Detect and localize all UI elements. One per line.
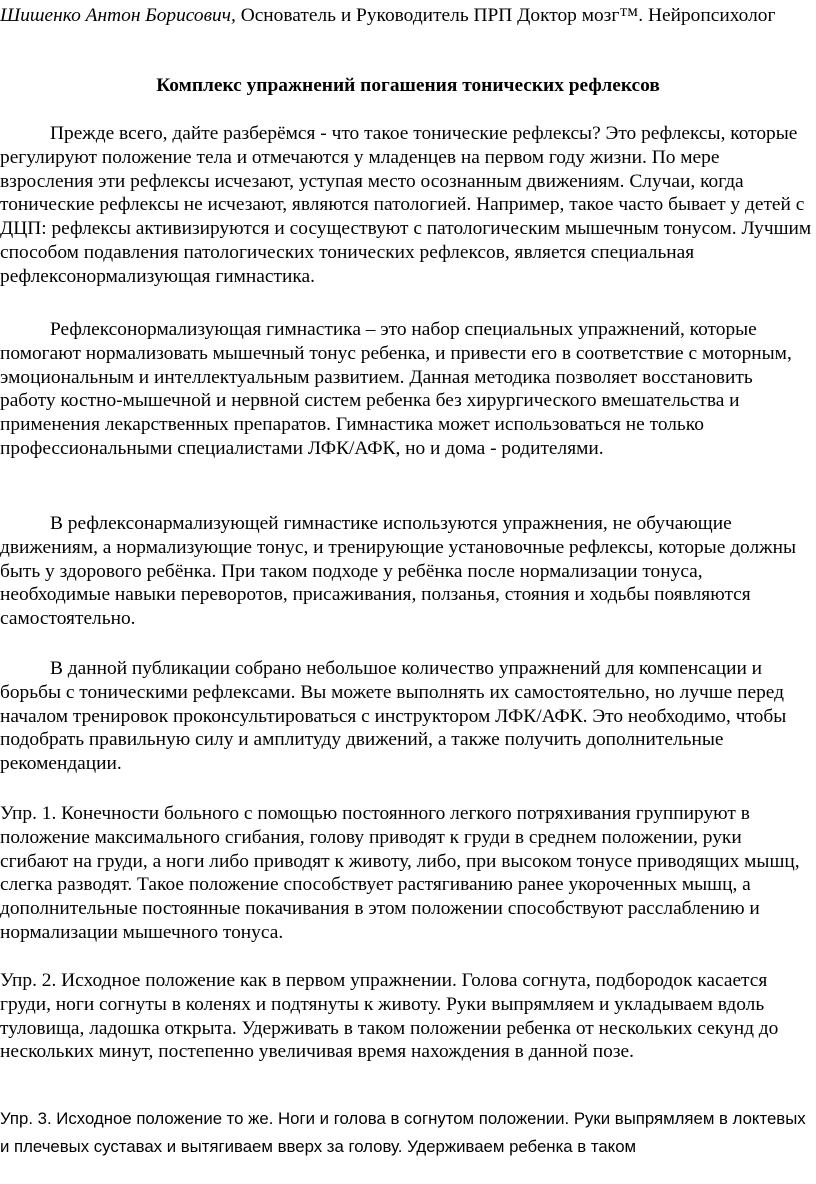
document-header: [0, 4, 812, 28]
paragraph-publication-note: В данной публикации собрано небольшое количество упражнений для компенсации и борьбы с тоническими рефлексами. Вы можете выполнять их самостоятельно, но лучше перед началом тренировок проконсультироваться с инструктором ЛФК/АФК. Это необходимо, чтобы подобрать правильную силу и амплитуду движений, а также получить дополнительные рекомендации.: [0, 658, 787, 775]
exercise-3: Упр. 3. Исходное положение то же. Ноги и голова в согнутом положении. Руки выпрямляем в локтевых и плечевых суставах и вытягиваем вверх за голову. Удерживаем ребенка в таком: [0, 1109, 806, 1156]
document-title: Комплекс упражнений погашения тонических рефлексов: [156, 75, 660, 96]
paragraph-gymnastics-method: В рефлексонармализующей гимнастике используются упражнения, не обучающие движениям, а нормализующие тонус, и тренирующие установочные рефлексы, которые должны быть у здорового ребёнка. При таком подходе у ребёнка после нормализации тонуса, необходимые навыки переворотов, присаживания, ползанья, стояния и ходьбы появляются самостоятельно.: [0, 513, 796, 630]
exercise-1: Упр. 1. Конечности больного с помощью постоянного легкого потряхивания группируют в положение максимального сгибания, голову приводят к груди в среднем положении, руки сгибают на груди, а ноги либо приводят к животу, либо, при высоком тонусе приводящих мышц, слегка разводят. Такое положение способствует растягиванию ранее укороченных мышц, а дополнительные постоянные покачивания в этом положении способствуют расслаблению и нормализации мышечного тонуса.: [0, 803, 800, 943]
author-name: Шишенко Антон Борисович,: [0, 5, 236, 26]
exercise-2: Упр. 2. Исходное положение как в первом упражнении. Голова согнута, подбородок касается груди, ноги согнуты в коленях и подтянуты к животу. Руки выпрямляем и укладываем вдоль туловища, ладошка открыта. Удерживать в таком положении ребенка от нескольких секунд до нескольких минут, постепенно увеличивая время нахождения в данной позе.: [0, 970, 779, 1063]
paragraph-gymnastics-definition: Рефлексонормализующая гимнастика – это набор специальных упражнений, которые помогают нормализовать мышечный тонус ребенка, и привести его в соответствие с моторным, эмоциональным и интеллектуальным развитием. Данная методика позволяет восстановить работу костно-мышечной и нервной систем ребенка без хирургического вмешательства и применения лекарственных препаратов. Гимнастика может использоваться не только профессиональными специалистами ЛФК/АФК, но и дома - родителями.: [0, 319, 792, 459]
author-position: Основатель и Руководитель ПРП Доктор мозг™. Нейропсихолог: [235, 5, 776, 26]
paragraph-intro: Прежде всего, дайте разберёмся - что такое тонические рефлексы? Это рефлексы, которые регулируют положение тела и отмечаются у младенцев на первом году жизни. По мере взросления эти рефлексы исчезают, уступая место осознанным движениям. Случаи, когда тонические рефлексы не исчезают, являются патологией. Например, такое часто бывает у детей с ДЦП: рефлексы активизируются и сосуществуют с патологическим мышечным тонусом. Лучшим способом подавления патологических тонических рефлексов, является специальная рефлексонормализующая гимнастика.: [0, 123, 812, 287]
